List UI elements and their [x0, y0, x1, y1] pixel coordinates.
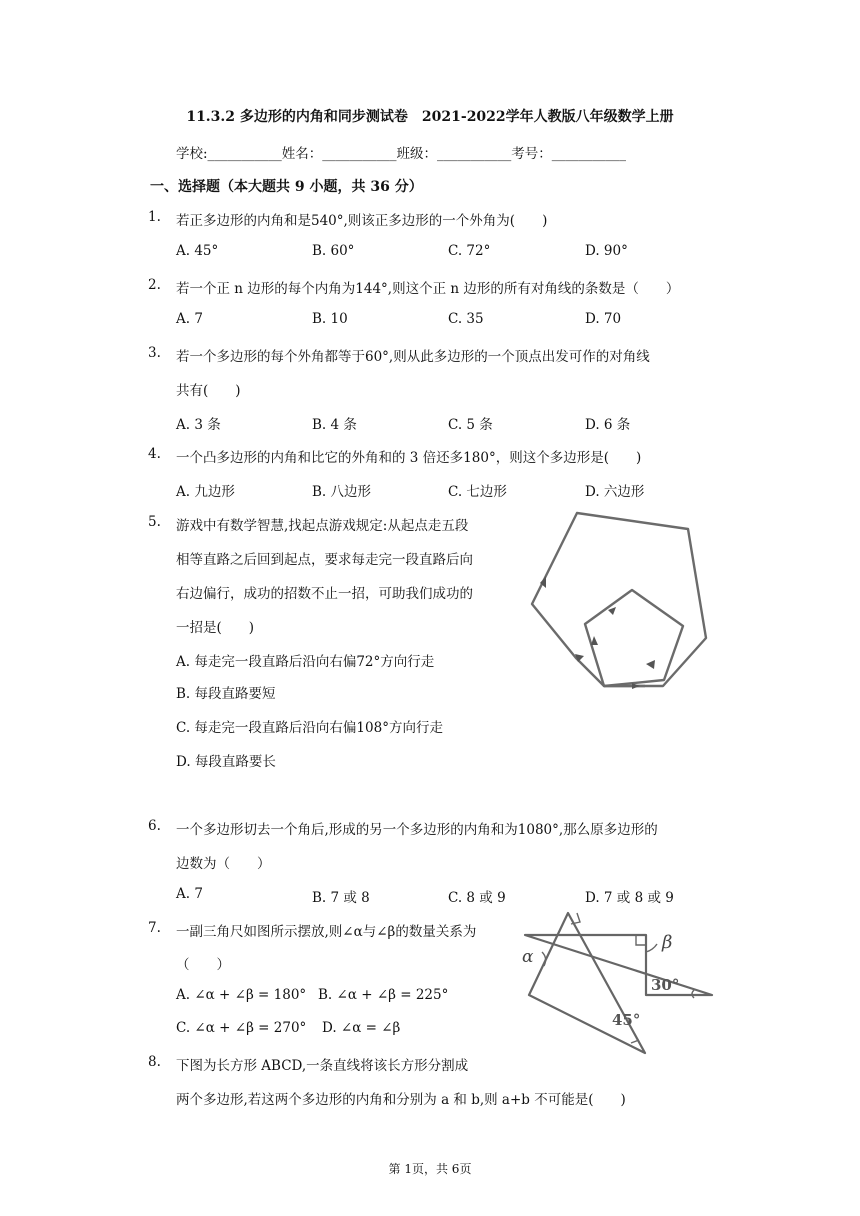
question-2-option-b: B. 10: [312, 311, 348, 327]
question-2-option-c: C. 35: [448, 311, 484, 327]
question-4-number: 4.: [148, 446, 161, 462]
angle-30-label: 30°: [651, 976, 680, 994]
beta-arc: [646, 944, 657, 952]
question-2-option-a: A. 7: [176, 311, 203, 327]
question-8-text-line-2: 两个多边形,若这两个多边形的内角和分别为 a 和 b,则 a+b 不可能是( ): [176, 1092, 626, 1108]
right-angle-mark: [636, 935, 646, 945]
question-1-option-b: B. 60°: [312, 243, 355, 259]
question-2-number: 2.: [148, 277, 161, 293]
question-2-option-d: D. 70: [585, 311, 622, 327]
question-5-text-line-2: 相等直路之后回到起点，要求每走完一段直路后向: [176, 552, 473, 568]
question-4-option-b: B. 八边形: [312, 484, 372, 500]
question-5-text-line-3: 右边偏行，成功的招数不止一招，可助我们成功的: [176, 586, 473, 602]
student-info-line: 学校:___________姓名：___________班级：___________考号：___________: [176, 146, 627, 162]
question-7-number: 7.: [148, 920, 161, 936]
question-3-number: 3.: [148, 345, 161, 361]
question-7-text-line-1: 一副三角尺如图所示摆放,则∠α与∠β的数量关系为: [176, 924, 477, 940]
question-5-text-line-1: 游戏中有数学智慧,找起点游戏规定:从起点走五段: [176, 518, 469, 534]
question-5-option-b: B. 每段直路要短: [176, 686, 276, 702]
question-3-option-c: C. 5 条: [448, 417, 493, 433]
arrow-icon: [608, 607, 616, 615]
question-6-option-d: D. 7 或 8 或 9: [585, 890, 674, 906]
inner-pentagon-path: [585, 590, 683, 686]
question-4-option-c: C. 七边形: [448, 484, 507, 500]
alpha-label: α: [522, 947, 534, 967]
question-8-text-line-1: 下图为长方形 ABCD,一条直线将该长方形分割成: [176, 1058, 469, 1074]
question-7-option-d: D. ∠α = ∠β: [322, 1020, 401, 1036]
question-7-option-b: B. ∠α + ∠β = 225°: [318, 987, 449, 1003]
question-5-text-line-4: 一招是( ): [176, 620, 255, 636]
question-7-text-line-2: （ ）: [176, 957, 230, 973]
question-1-option-c: C. 72°: [448, 243, 491, 259]
beta-label: β: [662, 932, 673, 953]
question-7-option-a: A. ∠α + ∠β = 180°: [176, 987, 307, 1003]
question-7-figure: [520, 910, 720, 1060]
question-6-option-a: A. 7: [176, 886, 203, 902]
question-8-number: 8.: [148, 1054, 161, 1070]
angle-45-label: 45°: [612, 1011, 641, 1029]
question-4-text: 一个凸多边形的内角和比它的外角和的 3 倍还多180°，则这个多边形是( ): [176, 450, 642, 466]
question-7-option-c: C. ∠α + ∠β = 270°: [176, 1020, 307, 1036]
arrow-icon: [591, 636, 598, 645]
question-5-option-c: C. 每走完一段直路后沿向右偏108°方向行走: [176, 720, 443, 736]
question-5-number: 5.: [148, 514, 161, 530]
question-6-number: 6.: [148, 818, 161, 834]
question-1-text: 若正多边形的内角和是540°,则该正多边形的一个外角为( ): [176, 213, 548, 229]
question-4-option-a: A. 九边形: [176, 484, 235, 500]
question-2-text: 若一个正 n 边形的每个内角为144°,则这个正 n 边形的所有对角线的条数是（ ）: [176, 281, 680, 297]
question-3-text-line-1: 若一个多边形的每个外角都等于60°,则从此多边形的一个顶点出发可作的对角线: [176, 349, 650, 365]
question-5-option-d: D. 每段直路要长: [176, 754, 276, 770]
question-3-option-b: B. 4 条: [312, 417, 357, 433]
question-1-option-d: D. 90°: [585, 243, 628, 259]
question-6-option-b: B. 7 或 8: [312, 890, 370, 906]
question-5-figure: [520, 508, 720, 698]
page-title: 11.3.2 多边形的内角和同步测试卷 2021-2022学年人教版八年级数学上册: [186, 109, 674, 125]
page-footer: 第 1页，共 6页: [388, 1162, 472, 1176]
question-1-option-a: A. 45°: [176, 243, 219, 259]
question-3-text-line-2: 共有( ): [176, 383, 241, 399]
question-6-text-line-1: 一个多边形切去一个角后,形成的另一个多边形的内角和为1080°,那么原多边形的: [176, 822, 658, 838]
question-6-text-line-2: 边数为（ ）: [176, 856, 271, 872]
question-4-option-d: D. 六边形: [585, 484, 645, 500]
question-5-option-a: A. 每走完一段直路后沿向右偏72°方向行走: [176, 654, 435, 670]
section-heading: 一、选择题（本大题共 9 小题，共 36 分）: [150, 179, 423, 195]
question-1-number: 1.: [148, 209, 161, 225]
arrow-icon: [646, 660, 655, 669]
question-3-option-d: D. 6 条: [585, 417, 631, 433]
question-3-option-a: A. 3 条: [176, 417, 221, 433]
question-6-option-c: C. 8 或 9: [448, 890, 506, 906]
